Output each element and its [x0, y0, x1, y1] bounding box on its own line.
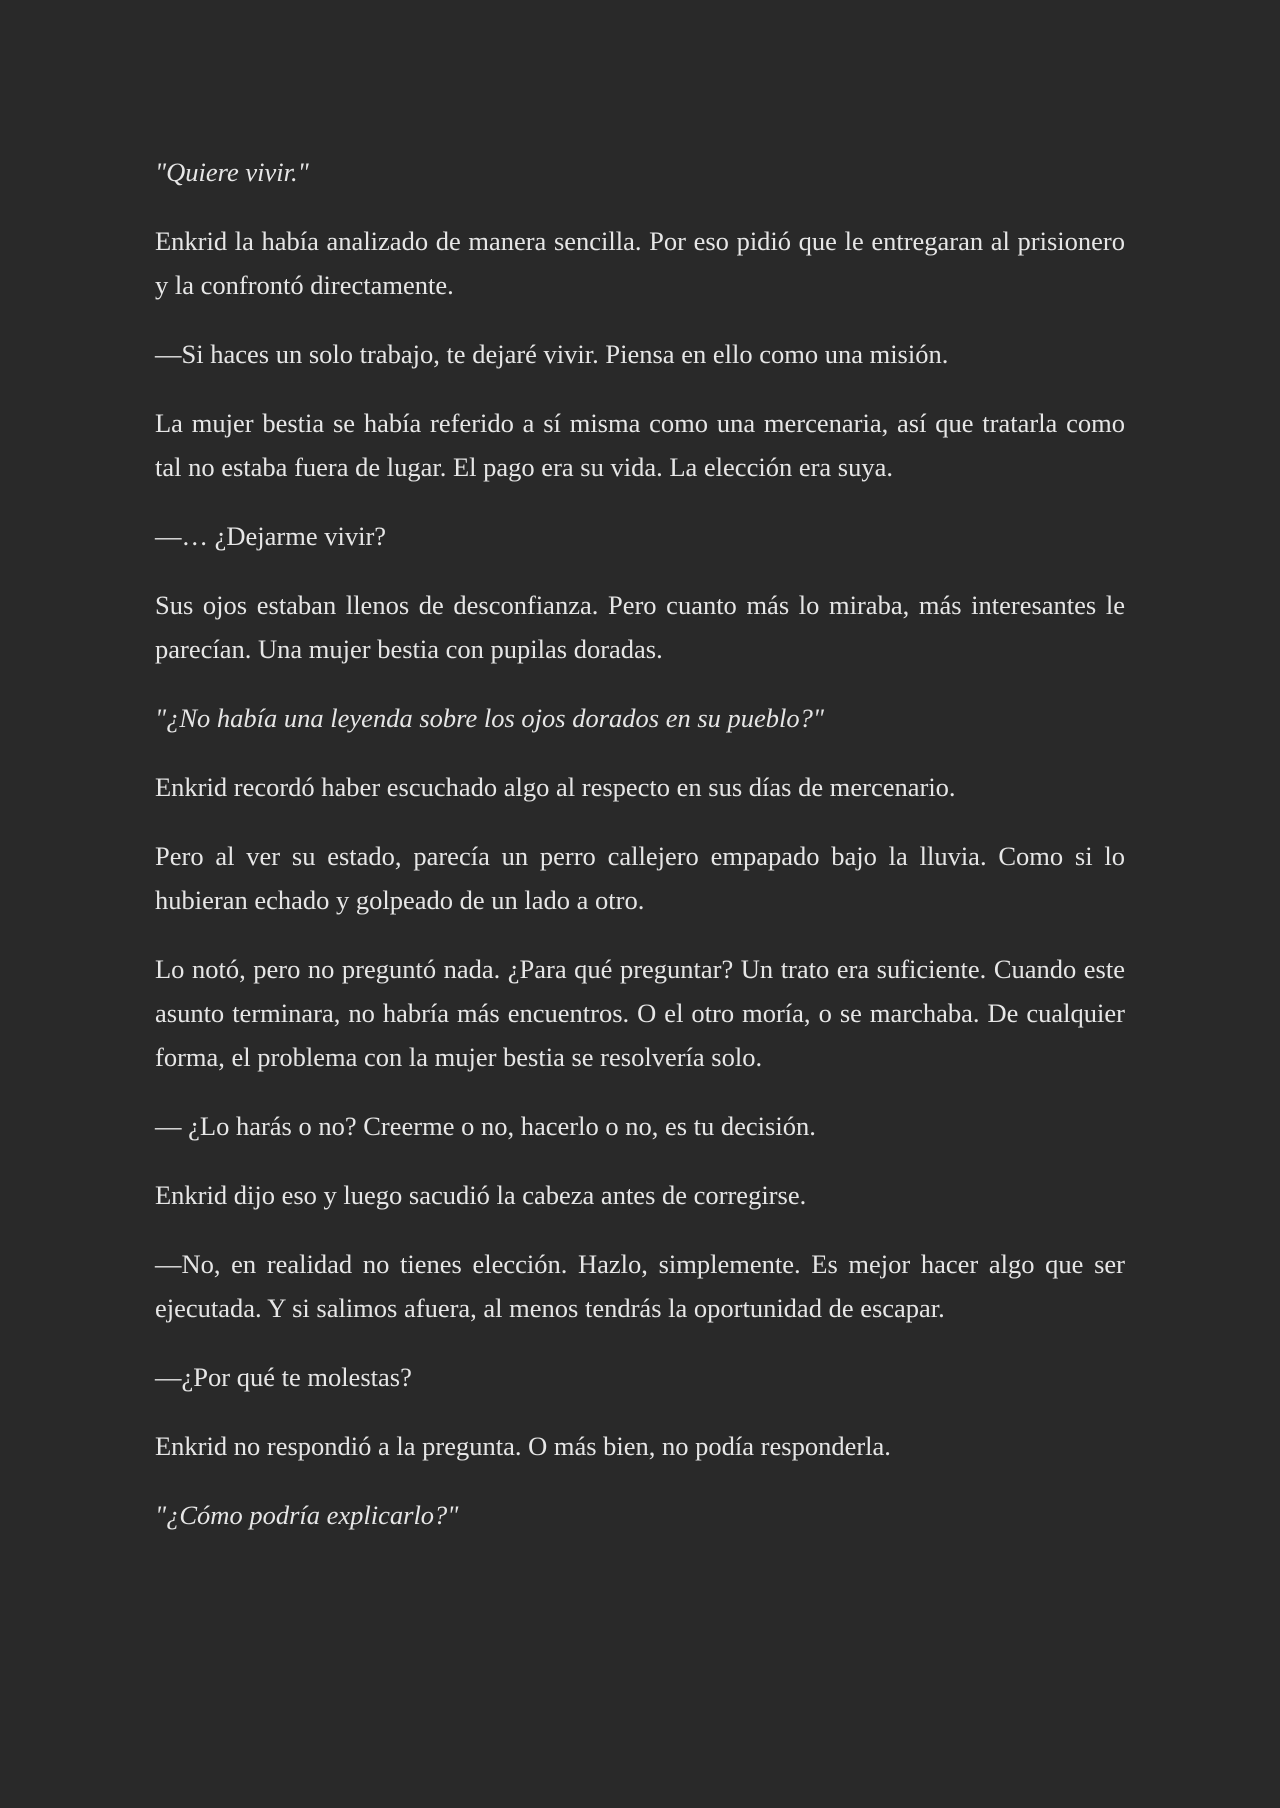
paragraph: Enkrid no respondió a la pregunta. O más bien, no podía responderla.: [155, 1431, 891, 1461]
paragraph: La mujer bestia se había referido a sí misma como una mercenaria, así que tratarla como tal no estaba fuera de lugar. El pago era su vida. La elección era suya.: [155, 408, 1125, 482]
paragraph: Sus ojos estaban llenos de desconfianza. Pero cuanto más lo miraba, más interesantes le parecían. Una mujer bestia con pupilas doradas.: [155, 590, 1125, 664]
paragraph-thought: "¿No había una leyenda sobre los ojos dorados en su pueblo?": [155, 703, 825, 733]
paragraph-dialogue: —Si haces un solo trabajo, te dejaré vivir. Piensa en ello como una misión.: [155, 339, 949, 369]
paragraph: Enkrid la había analizado de manera sencilla. Por eso pidió que le entregaran al prisionero y la confrontó directamente.: [155, 226, 1125, 300]
paragraph-dialogue: —¿Por qué te molestas?: [155, 1362, 412, 1392]
paragraph-dialogue: —No, en realidad no tienes elección. Hazlo, simplemente. Es mejor hacer algo que ser ejecutada. Y si salimos afuera, al menos tendrás la oportunidad de escapar.: [155, 1249, 1125, 1323]
paragraph-thought: "Quiere vivir.": [155, 157, 309, 187]
paragraph: Enkrid recordó haber escuchado algo al respecto en sus días de mercenario.: [155, 772, 956, 802]
paragraph-dialogue: — ¿Lo harás o no? Creerme o no, hacerlo o no, es tu decisión.: [155, 1111, 816, 1141]
paragraph: Pero al ver su estado, parecía un perro callejero empapado bajo la lluvia. Como si lo hubieran echado y golpeado de un lado a otro.: [155, 841, 1125, 915]
paragraph-dialogue: —… ¿Dejarme vivir?: [155, 521, 387, 551]
paragraph: Enkrid dijo eso y luego sacudió la cabeza antes de corregirse.: [155, 1180, 807, 1210]
paragraph: Lo notó, pero no preguntó nada. ¿Para qué preguntar? Un trato era suficiente. Cuando este asunto terminara, no habría más encuentros. O el otro moría, o se marchaba. De cualquier forma, el problema con la mujer bestia se resolvería solo.: [155, 954, 1125, 1072]
paragraph-thought: "¿Cómo podría explicarlo?": [155, 1500, 459, 1530]
reader-page: [155, 150, 1125, 1562]
